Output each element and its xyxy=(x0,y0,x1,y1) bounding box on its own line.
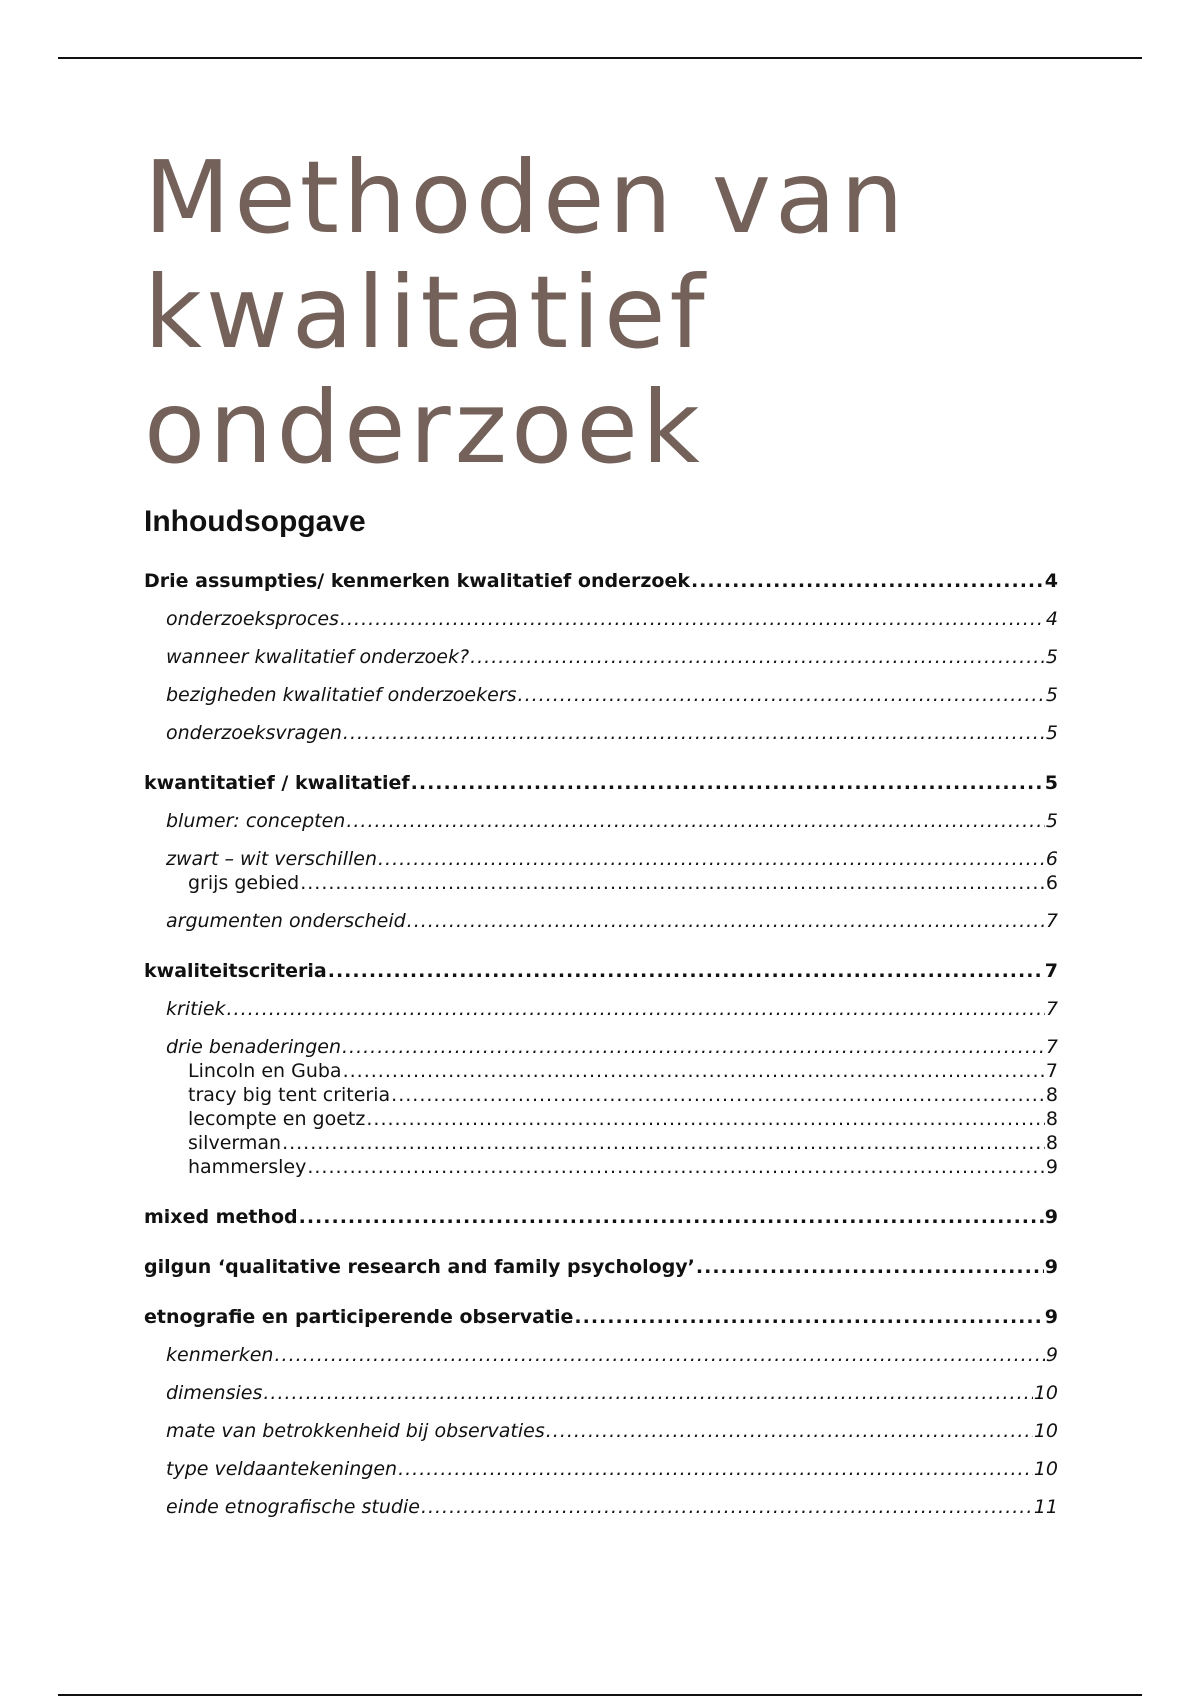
toc-entry-title: dimensies xyxy=(166,1382,263,1404)
toc-entry[interactable] xyxy=(144,1254,1058,1281)
toc-leader-dots xyxy=(518,682,1045,709)
toc-leader-dots xyxy=(300,870,1045,897)
toc-entry-page: 5 xyxy=(1044,772,1058,794)
toc-leader-dots xyxy=(470,644,1045,671)
toc-entry-page: 6 xyxy=(1045,848,1058,870)
toc-entry-page: 8 xyxy=(1045,1132,1058,1154)
toc-entry[interactable] xyxy=(144,870,1058,897)
bottom-rule xyxy=(58,1694,1142,1696)
toc-entry-title: zwart – wit verschillen xyxy=(166,848,378,870)
toc-entry-title: wanneer kwalitatief onderzoek? xyxy=(166,646,470,668)
toc-entry-title: grijs gebied xyxy=(188,872,300,894)
toc-entry-page: 10 xyxy=(1033,1382,1058,1404)
toc-leader-dots xyxy=(346,808,1045,835)
toc-entry[interactable] xyxy=(144,1082,1058,1109)
toc-entry[interactable] xyxy=(144,1304,1058,1331)
toc-leader-dots xyxy=(282,1130,1045,1157)
top-rule xyxy=(58,57,1142,59)
toc-entry-title: kritiek xyxy=(166,998,226,1020)
toc-entry[interactable] xyxy=(144,770,1058,797)
toc-entry-title: onderzoeksproces xyxy=(166,608,339,630)
toc-leader-dots xyxy=(696,1254,1044,1281)
toc-entry-title: lecompte en goetz xyxy=(188,1108,366,1130)
toc-entry[interactable] xyxy=(144,958,1058,985)
toc-entry-page: 7 xyxy=(1045,1036,1058,1058)
toc-entry-page: 7 xyxy=(1045,998,1058,1020)
toc-entry-title: Lincoln en Guba xyxy=(188,1060,342,1082)
toc-entry[interactable] xyxy=(144,1380,1058,1407)
toc-entry-title: tracy big tent criteria xyxy=(188,1084,391,1106)
toc-leader-dots xyxy=(343,1058,1045,1085)
toc-entry[interactable] xyxy=(144,846,1058,873)
toc-entry-title: Drie assumpties/ kenmerken kwalitatief onderzoek xyxy=(144,570,690,592)
toc-entry-title: kenmerken xyxy=(166,1344,274,1366)
toc-entry-page: 4 xyxy=(1045,608,1058,630)
toc-entry-title: drie benaderingen xyxy=(166,1036,341,1058)
toc-entry[interactable] xyxy=(144,720,1058,747)
toc-leader-dots xyxy=(691,568,1044,595)
toc-entry-title: etnografie en participerende observatie xyxy=(144,1306,574,1328)
toc-entry-page: 7 xyxy=(1044,960,1058,982)
toc-entry-title: hammersley xyxy=(188,1156,307,1178)
toc-entry[interactable] xyxy=(144,1034,1058,1061)
toc-leader-dots xyxy=(366,1106,1045,1133)
toc-heading: Inhoudsopgave xyxy=(144,505,366,538)
toc-leader-dots xyxy=(274,1342,1044,1369)
toc-entry[interactable] xyxy=(144,1418,1058,1445)
toc-entry-title: mixed method xyxy=(144,1206,298,1228)
toc-entry-page: 10 xyxy=(1033,1420,1058,1442)
toc-entry-title: einde etnografische studie xyxy=(166,1496,420,1518)
toc-entry-page: 11 xyxy=(1033,1496,1058,1518)
toc-entry-page: 5 xyxy=(1045,684,1058,706)
toc-entry[interactable] xyxy=(144,1342,1058,1369)
toc-leader-dots xyxy=(398,1456,1033,1483)
toc-entry-title: silverman xyxy=(188,1132,282,1154)
toc-entry[interactable] xyxy=(144,908,1058,935)
toc-entry-page: 8 xyxy=(1045,1084,1058,1106)
toc-entry-page: 9 xyxy=(1045,1156,1058,1178)
toc-entry[interactable] xyxy=(144,1130,1058,1157)
toc-entry[interactable] xyxy=(144,1494,1058,1521)
toc-entry-page: 5 xyxy=(1045,646,1058,668)
toc-entry-page: 8 xyxy=(1045,1108,1058,1130)
toc-leader-dots xyxy=(342,1034,1045,1061)
toc-entry-title: mate van betrokkenheid bij observaties xyxy=(166,1420,545,1442)
toc-entry-title: blumer: concepten xyxy=(166,810,346,832)
toc-entry[interactable] xyxy=(144,1204,1058,1231)
toc-leader-dots xyxy=(421,1494,1033,1521)
document-title: Methoden van kwalitatief onderzoek xyxy=(144,139,908,486)
toc-leader-dots xyxy=(411,770,1044,797)
toc-leader-dots xyxy=(263,1380,1032,1407)
toc-entry-page: 9 xyxy=(1045,1344,1058,1366)
toc-entry-page: 5 xyxy=(1045,810,1058,832)
toc-leader-dots xyxy=(307,1154,1045,1181)
toc-entry-title: gilgun ‘qualitative research and family psychology’ xyxy=(144,1256,695,1278)
toc-entry[interactable] xyxy=(144,1058,1058,1085)
toc-entry-page: 6 xyxy=(1045,872,1058,894)
toc-leader-dots xyxy=(391,1082,1045,1109)
toc-entry-title: onderzoeksvragen xyxy=(166,722,342,744)
toc-entry[interactable] xyxy=(144,682,1058,709)
toc-leader-dots xyxy=(343,720,1045,747)
toc-leader-dots xyxy=(299,1204,1044,1231)
toc-entry[interactable] xyxy=(144,996,1058,1023)
toc-leader-dots xyxy=(378,846,1045,873)
toc-entry-page: 7 xyxy=(1045,910,1058,932)
toc-entry[interactable] xyxy=(144,644,1058,671)
toc-entry-page: 9 xyxy=(1044,1206,1058,1228)
toc-leader-dots xyxy=(328,958,1044,985)
toc-leader-dots xyxy=(407,908,1045,935)
toc-leader-dots xyxy=(546,1418,1033,1445)
toc-entry-page: 9 xyxy=(1044,1306,1058,1328)
toc-entry[interactable] xyxy=(144,1154,1058,1181)
toc-entry-title: kwantitatief / kwalitatief xyxy=(144,772,410,794)
toc-entry-title: type veldaantekeningen xyxy=(166,1458,398,1480)
toc-entry[interactable] xyxy=(144,1456,1058,1483)
toc-entry-title: kwaliteitscriteria xyxy=(144,960,327,982)
toc-entry[interactable] xyxy=(144,808,1058,835)
toc-entry-page: 10 xyxy=(1033,1458,1058,1480)
toc-entry-page: 4 xyxy=(1044,570,1058,592)
toc-leader-dots xyxy=(574,1304,1043,1331)
toc-entry-page: 7 xyxy=(1045,1060,1058,1082)
table-of-contents xyxy=(144,568,1058,1521)
toc-leader-dots xyxy=(340,606,1045,633)
toc-entry[interactable] xyxy=(144,606,1058,633)
toc-leader-dots xyxy=(227,996,1045,1023)
toc-entry-title: argumenten onderscheid xyxy=(166,910,406,932)
toc-entry-page: 9 xyxy=(1044,1256,1058,1278)
toc-entry-title: bezigheden kwalitatief onderzoekers xyxy=(166,684,517,706)
toc-entry-page: 5 xyxy=(1045,722,1058,744)
toc-entry[interactable] xyxy=(144,1106,1058,1133)
toc-entry[interactable] xyxy=(144,568,1058,595)
